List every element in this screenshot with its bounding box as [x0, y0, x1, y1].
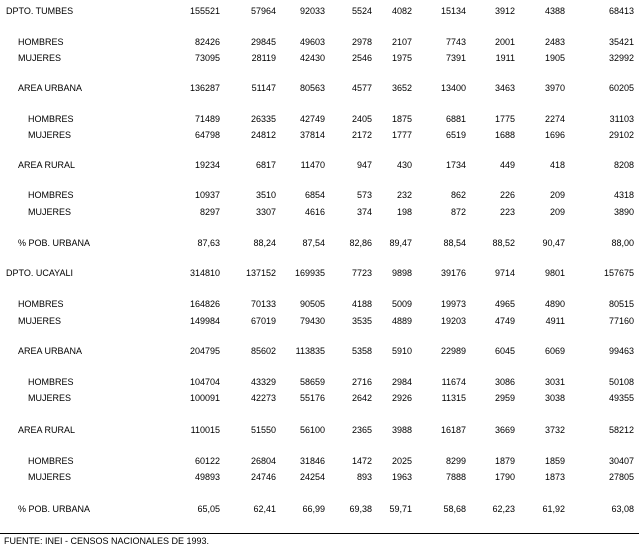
table-cell: 49603 [299, 37, 325, 47]
row-label: HOMBRES [28, 114, 74, 124]
table-cell: 82,86 [349, 238, 372, 248]
table-cell: 4082 [391, 6, 412, 16]
table-cell: 1472 [351, 456, 372, 466]
table-cell: 88,00 [611, 238, 634, 248]
table-cell: 893 [356, 472, 372, 482]
table-cell: 4911 [545, 316, 565, 326]
table-cell: 573 [356, 190, 372, 200]
table-cell: 89,47 [389, 238, 412, 248]
row-label: HOMBRES [28, 377, 74, 387]
table-cell: 7743 [445, 37, 466, 47]
table-cell: 65,05 [197, 504, 220, 514]
table-row [0, 237, 639, 249]
table-cell: 59,71 [389, 504, 412, 514]
table-cell: 7888 [445, 472, 466, 482]
table-cell: 5910 [391, 346, 412, 356]
row-label: HOMBRES [18, 37, 64, 47]
table-cell: 68413 [608, 6, 634, 16]
department-row [0, 5, 639, 17]
table-cell: 223 [499, 207, 515, 217]
table-cell: 3463 [494, 83, 515, 93]
table-cell: 1873 [544, 472, 565, 482]
row-label: AREA RURAL [18, 425, 76, 435]
table-cell: 29845 [250, 37, 276, 47]
table-cell: 104704 [189, 377, 220, 387]
table-cell: 137152 [245, 268, 276, 278]
row-label: MUJERES [28, 472, 72, 482]
table-cell: 6519 [445, 130, 466, 140]
table-cell: 3669 [494, 425, 515, 435]
table-cell: 4616 [304, 207, 325, 217]
table-cell: 1859 [544, 456, 565, 466]
row-label: MUJERES [28, 130, 72, 140]
table-cell: 51147 [251, 83, 276, 93]
table-cell: 2546 [351, 53, 372, 63]
table-cell: 4388 [544, 6, 565, 16]
table-cell: 418 [549, 160, 565, 170]
table-cell: 4965 [494, 299, 515, 309]
row-label: AREA RURAL [18, 160, 76, 170]
table-cell: 11470 [300, 160, 325, 170]
table-cell: 4188 [351, 299, 372, 309]
table-cell: 62,23 [492, 504, 515, 514]
table-cell: 3535 [351, 316, 372, 326]
table-cell: 88,54 [443, 238, 466, 248]
table-cell: 31846 [299, 456, 325, 466]
table-cell: 69,38 [349, 504, 372, 514]
source-footnote: FUENTE: INEI - CENSOS NACIONALES DE 1993. [4, 536, 210, 546]
table-cell: 110015 [190, 425, 220, 435]
table-cell: 2984 [391, 377, 412, 387]
table-cell: 85602 [250, 346, 276, 356]
table-cell: 3732 [544, 425, 565, 435]
table-cell: 164826 [189, 299, 220, 309]
table-cell: 113835 [295, 346, 325, 356]
table-cell: 7723 [351, 268, 372, 278]
table-cell: 9714 [494, 268, 515, 278]
table-row [0, 345, 639, 357]
table-cell: 87,54 [302, 238, 325, 248]
table-cell: 32992 [608, 53, 634, 63]
table-cell: 19203 [440, 316, 466, 326]
table-cell: 3890 [613, 207, 634, 217]
table-cell: 3970 [544, 83, 565, 93]
table-cell: 449 [499, 160, 515, 170]
table-cell: 82426 [194, 37, 220, 47]
table-row [0, 392, 639, 404]
table-cell: 51550 [250, 425, 276, 435]
table-cell: 24812 [250, 130, 276, 140]
row-label: DPTO. UCAYALI [6, 268, 74, 278]
table-cell: 19973 [440, 299, 466, 309]
row-label: MUJERES [18, 53, 62, 63]
table-cell: 4890 [544, 299, 565, 309]
table-cell: 3038 [544, 393, 565, 403]
table-cell: 64798 [194, 130, 220, 140]
row-label: MUJERES [28, 393, 72, 403]
table-cell: 2365 [351, 425, 372, 435]
table-row [0, 298, 639, 310]
table-cell: 2274 [544, 114, 565, 124]
table-cell: 70133 [250, 299, 276, 309]
table-cell: 28119 [251, 53, 276, 63]
table-cell: 55176 [299, 393, 325, 403]
table-cell: 198 [396, 207, 412, 217]
table-cell: 8297 [199, 207, 220, 217]
table-cell: 29102 [608, 130, 634, 140]
table-cell: 2172 [351, 130, 372, 140]
table-cell: 1875 [391, 114, 412, 124]
table-cell: 58659 [299, 377, 325, 387]
table-cell: 37814 [299, 130, 325, 140]
table-cell: 1777 [391, 130, 412, 140]
table-cell: 35421 [608, 37, 634, 47]
table-row [0, 159, 639, 171]
table-cell: 99463 [608, 346, 634, 356]
table-cell: 66,99 [302, 504, 325, 514]
table-row [0, 129, 639, 141]
table-cell: 169935 [294, 268, 325, 278]
table-cell: 92033 [299, 6, 325, 16]
table-cell: 2959 [494, 393, 515, 403]
table-cell: 15134 [440, 6, 466, 16]
table-cell: 1905 [544, 53, 565, 63]
table-cell: 31103 [609, 114, 634, 124]
table-cell: 2025 [391, 456, 412, 466]
table-cell: 50108 [608, 377, 634, 387]
table-cell: 155521 [189, 6, 220, 16]
table-cell: 1963 [391, 472, 412, 482]
table-cell: 1775 [494, 114, 515, 124]
table-cell: 88,52 [492, 238, 515, 248]
table-cell: 61,92 [542, 504, 565, 514]
table-cell: 43329 [250, 377, 276, 387]
table-cell: 3912 [494, 6, 515, 16]
table-cell: 2978 [351, 37, 372, 47]
table-cell: 30407 [608, 456, 634, 466]
row-label: % POB. URBANA [18, 238, 91, 248]
table-cell: 7391 [445, 53, 466, 63]
table-cell: 430 [396, 160, 412, 170]
table-row [0, 189, 639, 201]
table-cell: 24254 [299, 472, 325, 482]
department-row [0, 267, 639, 279]
table-cell: 6817 [255, 160, 276, 170]
table-cell: 947 [356, 160, 372, 170]
table-cell: 88,24 [253, 238, 276, 248]
table-cell: 3652 [391, 83, 412, 93]
table-cell: 4318 [613, 190, 634, 200]
table-cell: 226 [499, 190, 515, 200]
table-cell: 42749 [299, 114, 325, 124]
row-label: % POB. URBANA [18, 504, 91, 514]
table-cell: 374 [356, 207, 372, 217]
table-cell: 62,41 [253, 504, 276, 514]
table-cell: 2001 [494, 37, 515, 47]
table-cell: 71489 [194, 114, 220, 124]
table-cell: 3510 [255, 190, 276, 200]
table-cell: 4889 [391, 316, 412, 326]
table-cell: 2926 [391, 393, 412, 403]
table-cell: 1975 [391, 53, 412, 63]
table-cell: 9898 [391, 268, 412, 278]
table-cell: 56100 [299, 425, 325, 435]
row-label: HOMBRES [28, 190, 74, 200]
table-cell: 204795 [189, 346, 220, 356]
row-label: HOMBRES [18, 299, 64, 309]
table-cell: 2716 [351, 377, 372, 387]
table-cell: 3031 [544, 377, 565, 387]
table-cell: 1911 [495, 53, 515, 63]
table-cell: 42273 [250, 393, 276, 403]
table-cell: 3307 [255, 207, 276, 217]
table-cell: 80563 [299, 83, 325, 93]
table-cell: 1790 [494, 472, 515, 482]
table-cell: 5358 [351, 346, 372, 356]
row-label: MUJERES [18, 316, 62, 326]
table-cell: 136287 [189, 83, 220, 93]
table-cell: 100091 [189, 393, 220, 403]
table-cell: 24746 [250, 472, 276, 482]
table-cell: 6045 [494, 346, 515, 356]
table-cell: 5524 [351, 6, 372, 16]
table-cell: 6881 [445, 114, 466, 124]
table-cell: 6069 [544, 346, 565, 356]
row-label: MUJERES [28, 207, 72, 217]
table-cell: 2107 [391, 37, 412, 47]
table-row [0, 36, 639, 48]
table-cell: 8299 [445, 456, 466, 466]
table-cell: 209 [549, 207, 565, 217]
table-cell: 1688 [494, 130, 515, 140]
table-cell: 2642 [351, 393, 372, 403]
table-cell: 90505 [299, 299, 325, 309]
table-cell: 2405 [351, 114, 372, 124]
table-cell: 49893 [194, 472, 220, 482]
row-label: DPTO. TUMBES [6, 6, 74, 16]
table-cell: 4577 [351, 83, 372, 93]
table-cell: 232 [396, 190, 412, 200]
table-cell: 872 [450, 207, 466, 217]
table-cell: 3086 [494, 377, 515, 387]
table-cell: 42430 [299, 53, 325, 63]
table-cell: 67019 [250, 316, 276, 326]
table-cell: 60122 [194, 456, 220, 466]
table-cell: 1696 [544, 130, 565, 140]
table-cell: 314810 [189, 268, 220, 278]
table-cell: 39176 [440, 268, 466, 278]
table-row [0, 206, 639, 218]
table-row [0, 455, 639, 467]
table-cell: 57964 [250, 6, 276, 16]
row-label: AREA URBANA [18, 346, 83, 356]
table-cell: 49355 [608, 393, 634, 403]
table-cell: 209 [549, 190, 565, 200]
table-cell: 2483 [544, 37, 565, 47]
table-cell: 80515 [608, 299, 634, 309]
table-cell: 90,47 [542, 238, 565, 248]
table-cell: 6854 [304, 190, 325, 200]
footer-divider [0, 533, 639, 534]
table-cell: 3988 [391, 425, 412, 435]
table-row [0, 424, 639, 436]
table-cell: 16187 [440, 425, 466, 435]
table-cell: 157675 [603, 268, 634, 278]
table-row [0, 113, 639, 125]
table-row [0, 503, 639, 515]
table-cell: 11315 [441, 393, 466, 403]
table-cell: 77160 [608, 316, 634, 326]
table-cell: 27805 [608, 472, 634, 482]
table-row [0, 315, 639, 327]
table-cell: 79430 [299, 316, 325, 326]
table-cell: 58212 [608, 425, 634, 435]
row-label: HOMBRES [28, 456, 74, 466]
table-cell: 13400 [440, 83, 466, 93]
table-row [0, 376, 639, 388]
table-cell: 862 [450, 190, 466, 200]
table-cell: 63,08 [611, 504, 634, 514]
table-cell: 58,68 [443, 504, 466, 514]
table-cell: 10937 [194, 190, 220, 200]
table-cell: 4749 [494, 316, 515, 326]
table-cell: 22989 [440, 346, 466, 356]
table-row [0, 471, 639, 483]
table-row [0, 82, 639, 94]
table-cell: 1879 [494, 456, 515, 466]
table-cell: 1734 [445, 160, 466, 170]
table-cell: 19234 [194, 160, 220, 170]
table-cell: 26804 [250, 456, 276, 466]
table-cell: 5009 [391, 299, 412, 309]
table-cell: 87,63 [197, 238, 220, 248]
table-cell: 60205 [608, 83, 634, 93]
table-cell: 73095 [194, 53, 220, 63]
table-cell: 11674 [441, 377, 466, 387]
table-cell: 26335 [250, 114, 276, 124]
table-row [0, 52, 639, 64]
row-label: AREA URBANA [18, 83, 83, 93]
table-cell: 9801 [544, 268, 565, 278]
table-cell: 8208 [613, 160, 634, 170]
table-cell: 149984 [189, 316, 220, 326]
